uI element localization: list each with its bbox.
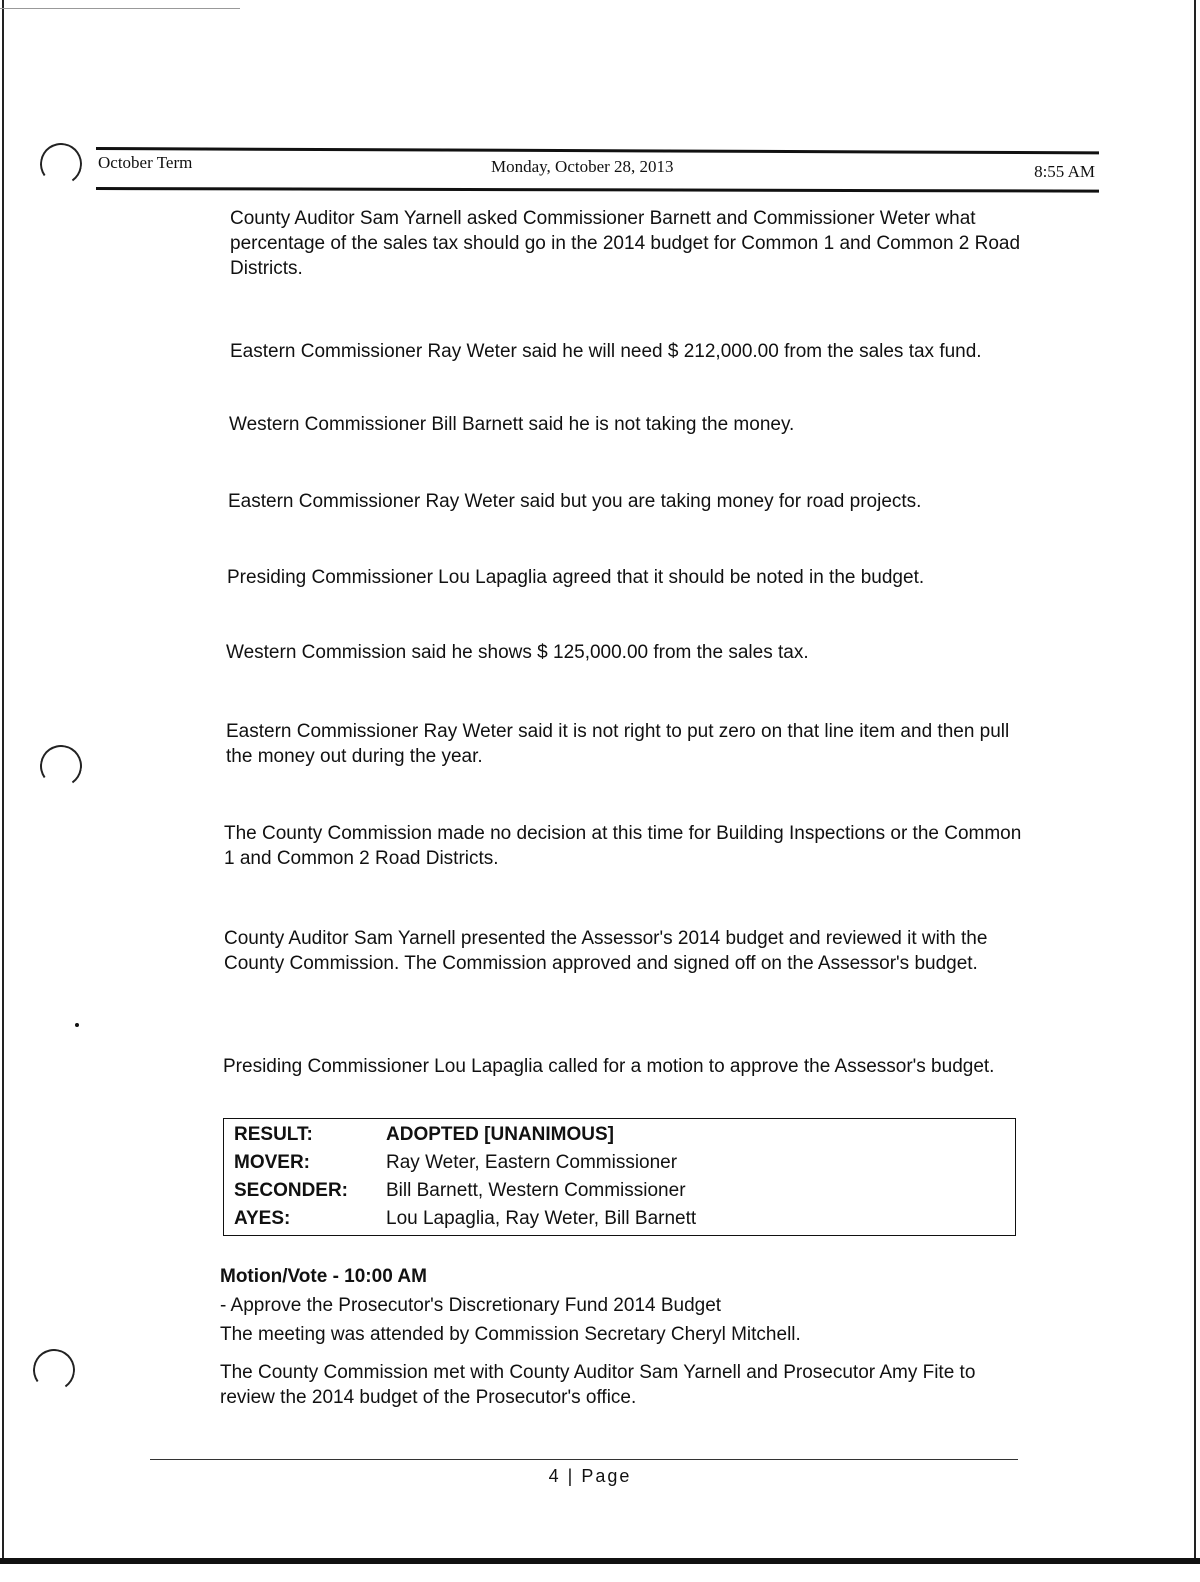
page-number: 4 | Page xyxy=(548,1466,632,1486)
page-edge-right xyxy=(1194,0,1196,1560)
paragraph: Western Commissioner Bill Barnett said he is not taking the money. xyxy=(229,414,795,435)
page-edge-bottom xyxy=(0,1558,1200,1564)
motion-vote-item: - Approve the Prosecutor's Discretionary Fund 2014 Budget xyxy=(220,1295,722,1316)
paragraph: The County Commission made no decision at this time for Building Inspections or the Common 1 and Common 2 Road Districts. xyxy=(224,823,1022,869)
ayes-label: AYES: xyxy=(234,1208,291,1229)
table-row xyxy=(234,1177,696,1205)
motion-result-table xyxy=(234,1121,696,1233)
header-date: Monday, October 28, 2013 xyxy=(491,157,674,176)
punch-hole-icon xyxy=(37,140,86,189)
paragraph: Eastern Commissioner Ray Weter said but you are taking money for road projects. xyxy=(228,491,922,512)
paragraph: Western Commission said he shows $ 125,000.00 from the sales tax. xyxy=(226,642,809,663)
page-header xyxy=(96,148,1099,192)
paragraph: Eastern Commissioner Ray Weter said he will need $ 212,000.00 from the sales tax fund. xyxy=(230,341,982,362)
paragraph: Eastern Commissioner Ray Weter said it is not right to put zero on that line item and then pull the money out during the year. xyxy=(226,721,1010,767)
ayes-value: Lou Lapaglia, Ray Weter, Bill Barnett xyxy=(386,1208,697,1229)
page-edge-top xyxy=(0,8,240,9)
result-value: ADOPTED [UNANIMOUS] xyxy=(386,1124,614,1145)
mover-value: Ray Weter, Eastern Commissioner xyxy=(386,1152,678,1173)
page-edge-left xyxy=(2,0,4,1560)
table-row xyxy=(234,1205,696,1233)
paragraph: Presiding Commissioner Lou Lapaglia called for a motion to approve the Assessor's budget. xyxy=(223,1056,995,1077)
paragraph: County Auditor Sam Yarnell presented the Assessor's 2014 budget and reviewed it with the County Commission. The Commission approved and signed off on the Assessor's budget. xyxy=(224,928,988,974)
result-label: RESULT: xyxy=(234,1124,313,1145)
attendance-note: The meeting was attended by Commission Secretary Cheryl Mitchell. xyxy=(220,1324,801,1345)
seconder-value: Bill Barnett, Western Commissioner xyxy=(386,1180,686,1201)
table-row xyxy=(234,1121,696,1149)
footer-rule xyxy=(150,1459,1018,1460)
paragraph: Presiding Commissioner Lou Lapaglia agreed that it should be noted in the budget. xyxy=(227,567,925,588)
header-time: 8:55 AM xyxy=(1034,162,1095,181)
seconder-label: SECONDER: xyxy=(234,1180,349,1201)
punch-hole-icon xyxy=(30,1346,79,1395)
paragraph: County Auditor Sam Yarnell asked Commissioner Barnett and Commissioner Weter what percentage of the sales tax should go in the 2014 budget for Common 1 and Common 2 Road Districts. xyxy=(230,208,1021,279)
motion-vote-heading: Motion/Vote - 10:00 AM xyxy=(220,1266,427,1287)
stray-mark xyxy=(75,1023,79,1027)
paragraph: The County Commission met with County Auditor Sam Yarnell and Prosecutor Amy Fite to review the 2014 budget of the Prosecutor's office. xyxy=(220,1362,976,1408)
table-row xyxy=(234,1149,696,1177)
punch-hole-icon xyxy=(37,742,86,791)
header-term: October Term xyxy=(98,153,193,172)
mover-label: MOVER: xyxy=(234,1152,310,1173)
motion-result-box xyxy=(223,1118,1016,1236)
